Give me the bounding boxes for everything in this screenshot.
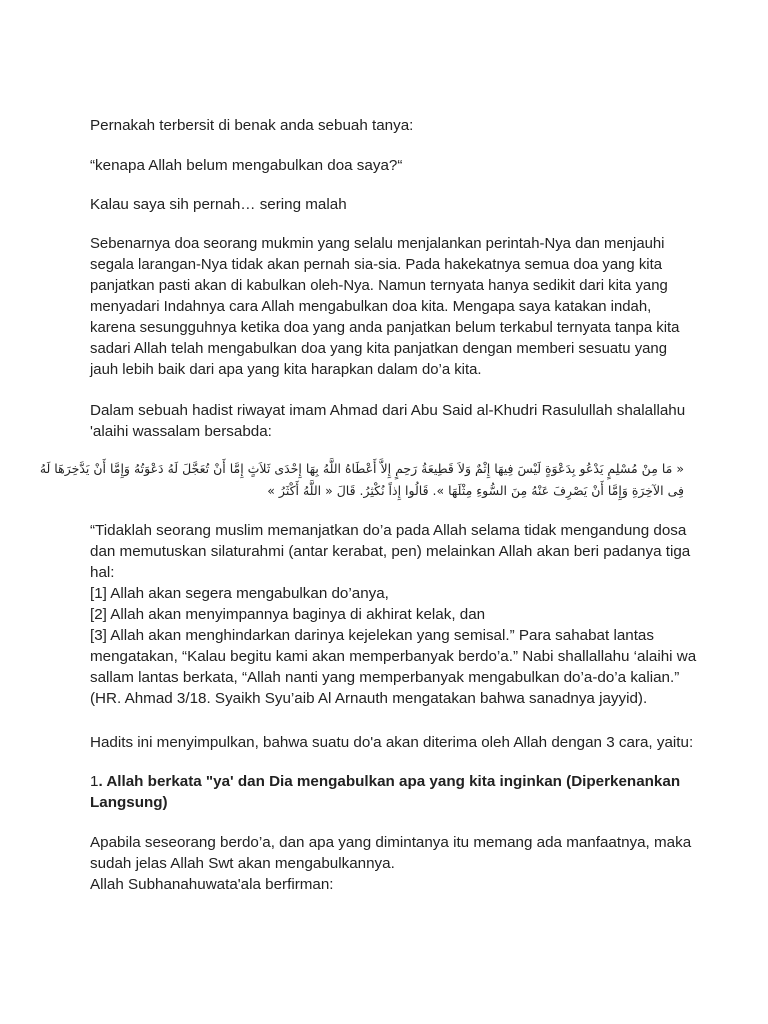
hadith-translation: “Tidaklah seorang muslim memanjatkan do’a pada Allah selama tidak mengandung dosa dan memutuskan silaturahmi (antar kerabat, pen) melainkan Allah akan beri padanya tiga hal: [1] Allah akan segera mengabulkan do’anya, [2] Allah akan menyimpannya baginya di akhirat kelak, dan [3] Allah akan menghindarkan darinya kejelekan yang semisal.” Para sahabat lantas mengatakan, “Kalau begitu kami akan memperbanyak berdo’a.” Nabi shallallahu ‘alaihi wa sallam lantas berkata, “Allah nanti yang memperbanyak mengabulkan do’a-do’a kalian.” (HR. Ahmad 3/18. Syaikh Syu’aib Al Arnauth mengatakan bahwa sanadnya jayyid). [90,522,697,707]
quoted-question: “kenapa Allah belum mengabulkan doa saya?“ [90,157,403,174]
heading-number: 1 [90,773,99,790]
intro-question-line: Pernakah terbersit di benak anda sebuah tanya: [90,117,414,134]
conclusion-line: Hadits ini menyimpulkan, bahwa suatu do'a akan diterima oleh Allah dengan 3 cara, yaitu: [90,734,694,751]
section-heading-1 [90,771,681,813]
section-1-paragraph: Apabila seseorang berdo’a, dan apa yang dimintanya itu memang ada manfaatnya, maka sudah jelas Allah Swt akan mengabulkannya. Allah Subhanahuwata'ala berfirman: [90,834,692,893]
heading-text: . Allah berkata "ya' dan Dia mengabulkan apa yang kita inginkan (Diperkenankan [98,773,681,790]
arabic-hadith-text: « مَا مِنْ مُسْلِمٍ يَدْعُو بِدَعْوَةٍ لَيْسَ فِيهَا إِثْمٌ وَلاَ قَطِيعَةُ رَحِمٍ إِلاَّ أَعْطَاهُ اللَّهُ بِهَا إِحْدَى ثَلاَثٍ إِمَّا أَنْ تُعَجَّلَ لَهُ دَعْوَتُهُ وَإِمَّا أَنْ يَدَّخِرَهَا لَهُ فِى الآخِرَةِ وَإِمَّا أَنْ يَصْرِفَ عَنْهُ مِنَ السُّوءِ مِثْلَهَا ». قَالُوا إِذاً نُكْثِرُ. قَالَ « اللَّهُ أَكْثَرُ » [39,461,684,498]
personal-remark: Kalau saya sih pernah… sering malah [90,196,347,213]
opening-paragraph: Sebenarnya doa seorang mukmin yang selalu menjalankan perintah-Nya dan menjauhi segala larangan-Nya tidak akan pernah sia-sia. Pada hakekatnya semua doa yang kita panjatkan pasti akan di kabulkan oleh-Nya. Namun ternyata hanya sedikit dari kita yang menyadari Indahnya cara Allah mengabulkan doa kita. Mengapa saya katakan indah, karena sesungguhnya ketika doa yang anda panjatkan belum terkabul ternyata tanpa kita sadari Allah telah mengabulkan doa yang kita panjatkan dengan memberi sesuatu yang jauh lebih baik dari apa yang kita harapkan dalam do’a kita. [90,236,680,378]
heading-text-continued: Langsung) [90,794,168,811]
hadith-introduction: Dalam sebuah hadist riwayat imam Ahmad dari Abu Said al-Khudri Rasulullah shalallahu 'alaihi wassalam bersabda: [90,402,686,440]
